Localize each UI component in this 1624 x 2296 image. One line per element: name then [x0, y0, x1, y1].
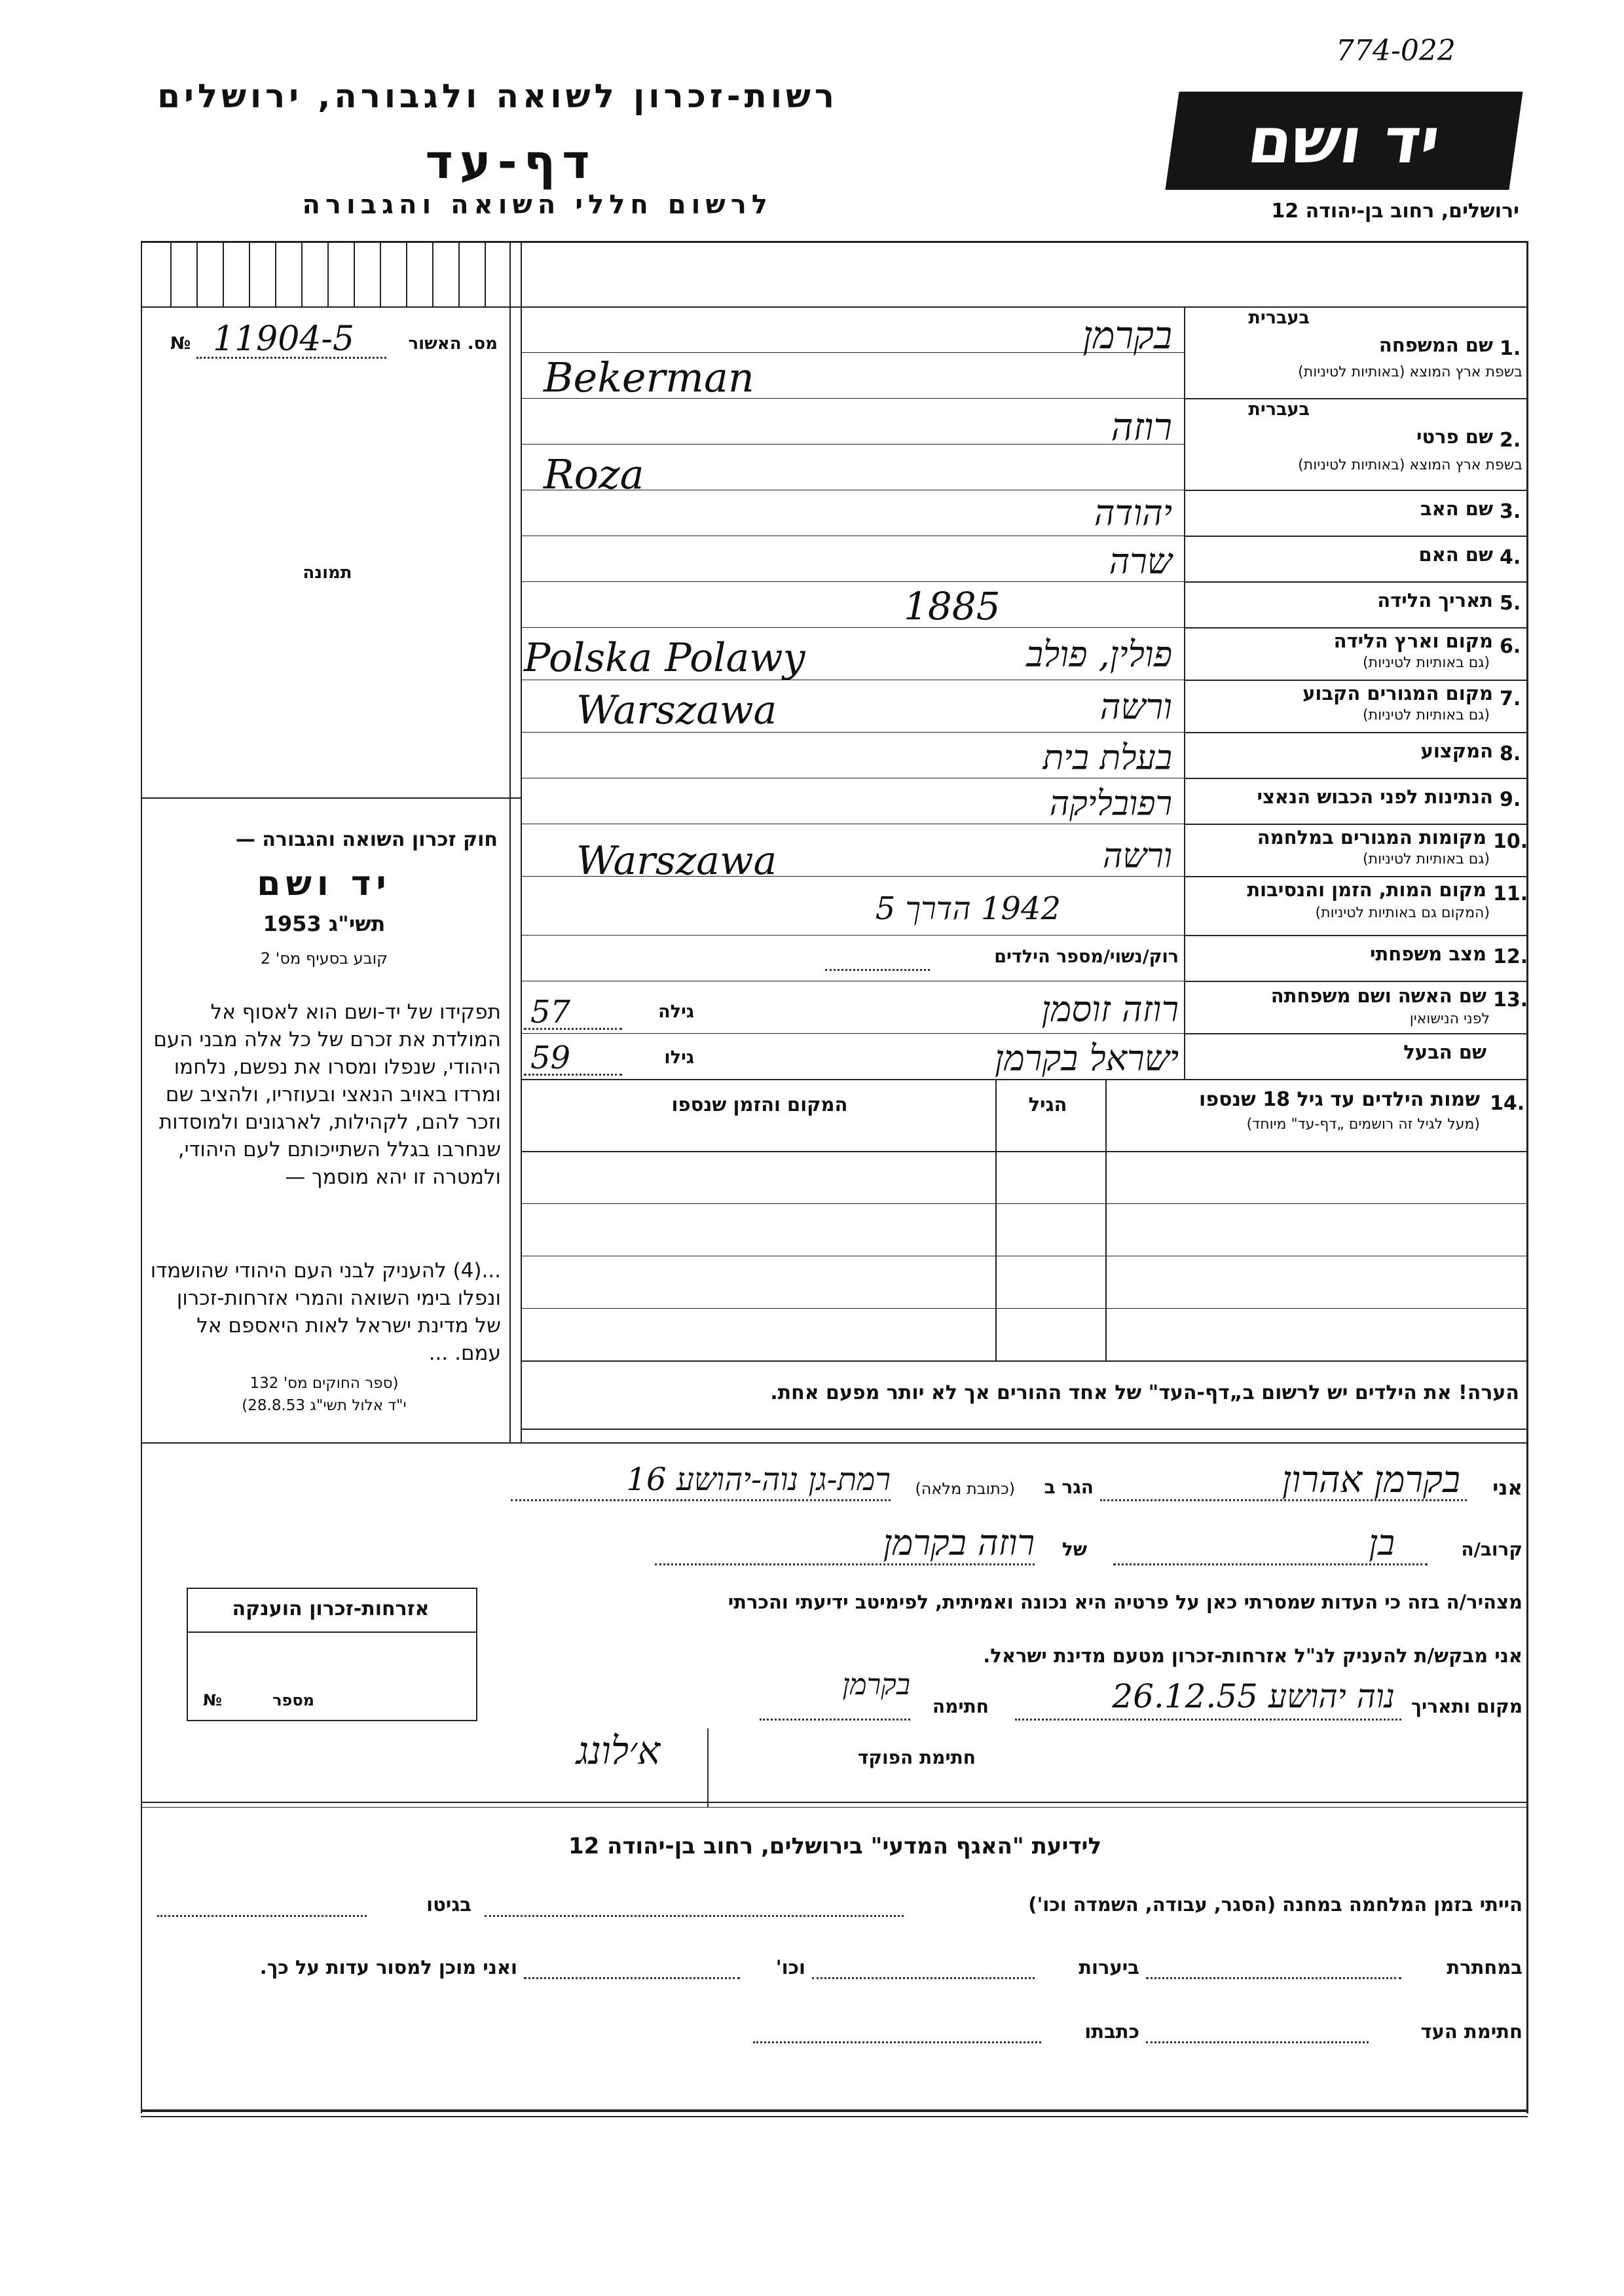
law-text-2: ...(4) להעניק לבני העם היהודי שהושמדו ונפלו בימי השואה והמרי אזרחות-זכרון של מדינת ישראל לאות היאספם אל עמם. ...: [150, 1259, 501, 1365]
footer-line2b: ביערות: [1079, 1956, 1139, 1978]
children-title: שמות הילדים עד גיל 18 שנספו: [1199, 1088, 1480, 1111]
decl-request: אני מבקש/ת להעניק לנ"ל אזרחות-זכרון מטעם מדינת ישראל.: [983, 1645, 1522, 1667]
field-num: 3.: [1500, 500, 1521, 523]
field-num: 5.: [1500, 592, 1521, 615]
residence-latin: Warszawa: [576, 687, 777, 733]
field-sub: לפני הנישואין: [1409, 1011, 1490, 1027]
children-place-header: המקום והזמן שנספו: [671, 1093, 848, 1116]
husband-name: ישראל בקרמן: [995, 1038, 1179, 1079]
citizenship-num-label: מספר: [272, 1691, 314, 1709]
field-label: שם פרטי: [1416, 426, 1493, 448]
decl-statement: מצהיר/ה בזה כי העדות שמסרתי כאן על פרטיה היא נכונה ואמיתית, לפימיטב ידיעתי והכרתי: [728, 1591, 1522, 1613]
surname-latin: Bekerman: [544, 354, 754, 401]
decl-of-name: רוזה בקרמן: [883, 1522, 1035, 1563]
birth-place-hebrew: פולין, פולב: [1025, 634, 1172, 675]
decl-sig-label: חתימה: [932, 1696, 989, 1717]
field-label: מקום וארץ הלידה: [1333, 630, 1493, 652]
law-ref-2: י"ד אלול תשי"ג 28.8.53): [242, 1397, 407, 1414]
field-sub: בשפת ארץ המוצא (באותיות לטיניות): [1298, 457, 1522, 473]
field-label: מקום המגורים הקבוע: [1302, 682, 1493, 704]
citizenship-title: אזרחות-זכרון הוענקה: [232, 1597, 430, 1620]
footer-line2c: וכו': [775, 1956, 805, 1978]
wife-name: רוזה זוסמן: [1041, 989, 1179, 1030]
field-num: 12.: [1493, 945, 1528, 968]
law-text: תפקידו של יד-ושם הוא לאסוף אל המולדת את זכרם של כל אלה מבני העם היהודי, שנפלו ומסרו את נפשם, נלחמו ומרדו באויב הנאצי ובעוזריו, ולהציב שם וזכר להם, לקהילות, לארגונים ולמוסדות שנחרבו בגלל השתייכותם לעם היהודי, ולמטרה זו יהא מוסמך —: [153, 1000, 501, 1189]
approval-number: 11904-5: [213, 319, 355, 359]
field-label: תאריך הלידה: [1377, 589, 1493, 611]
children-age-header: הגיל: [1028, 1093, 1067, 1116]
field-num: 2.: [1500, 429, 1521, 452]
field-sub: (גם באותיות לטיניות): [1363, 851, 1490, 867]
decl-relation: בן: [1369, 1522, 1395, 1563]
occupation: בעלת בית: [1043, 738, 1172, 778]
officer-sig-label: חתימת הפוקד: [857, 1747, 976, 1768]
field-label: שם הבעל: [1403, 1041, 1486, 1063]
decl-address-label: (כתובת מלאה): [915, 1480, 1015, 1498]
wartime-residence-hebrew: ורשה: [1102, 837, 1172, 876]
wife-age: 57: [530, 994, 571, 1030]
reference-number: 774-022: [1336, 34, 1456, 67]
residence-hebrew: ורשה: [1099, 686, 1172, 727]
death-place-time: 1942 הדרך 5: [875, 890, 1061, 927]
field-label: מקום המות, הזמן והנסיבות: [1247, 879, 1486, 901]
field-tag: בעברית: [1248, 308, 1310, 328]
children-subtitle: (מעל לגיל זה רושמים „דף-עד" מיוחד): [1246, 1116, 1480, 1133]
field-sub: (גם באותיות לטיניות): [1363, 655, 1490, 671]
husband-age: 59: [530, 1040, 571, 1076]
logo-text: יד ושם: [1244, 104, 1445, 177]
field-label: מצב משפחתי: [1369, 943, 1486, 965]
law-clause: קובע בסעיף מס' 2: [260, 949, 388, 968]
firstname-latin: Roza: [544, 450, 644, 498]
law-name: יד ושם: [257, 864, 392, 903]
birth-place-latin: Polska Polawy: [524, 635, 805, 681]
address: ירושלים, רחוב בן-יהודה 12: [1271, 200, 1519, 223]
field-sub: (גם באותיות לטיניות): [1363, 707, 1490, 723]
field-label: שם המשפחה: [1378, 334, 1493, 356]
declarant-name: בקרמן אהרון: [1282, 1459, 1460, 1501]
decl-place-label: מקום ותאריך: [1411, 1696, 1522, 1717]
decl-relative-label: קרוב/ה: [1461, 1539, 1522, 1560]
mother-name: שרה: [1109, 541, 1172, 582]
field-sub: בשפת ארץ המוצא (באותיות לטיניות): [1298, 364, 1522, 380]
husband-age-label: גילו: [664, 1048, 694, 1068]
form-title: דף-עד: [425, 134, 597, 189]
decl-place-value: נוה יהושע 26.12.55: [1112, 1677, 1395, 1715]
field-label: שם האם: [1418, 543, 1493, 566]
officer-signature: א׳לונג: [576, 1728, 661, 1773]
decl-signature: בקרמן: [842, 1668, 910, 1702]
field-label: המקצוע: [1420, 740, 1493, 762]
firstname-hebrew: רוזה: [1111, 405, 1172, 449]
field-tag: בעברית: [1248, 399, 1310, 420]
law-ref-1: (ספר החוקים מס' 132: [249, 1375, 399, 1392]
approval-label: מס. האשור: [408, 334, 498, 354]
form-subtitle: לרשום חללי השואה והגבורה: [302, 190, 773, 220]
field-sub: (המקום גם באותיות לטיניות): [1315, 905, 1490, 921]
field-label: שם האשה ושם משפחתה: [1270, 985, 1486, 1007]
field-num: 7.: [1500, 687, 1521, 710]
law-title: חוק זכרון השואה והגבורה —: [235, 828, 498, 851]
footer-title: לידיעת "האגף המדעי" בירושלים, רחוב בן-יהודה 12: [568, 1833, 1102, 1859]
approval-no-sign: №: [170, 334, 191, 354]
field-num: 1.: [1500, 337, 1521, 360]
field-label: שם האב: [1420, 498, 1493, 520]
field-num: 9.: [1500, 788, 1521, 811]
field-num: 4.: [1500, 546, 1521, 569]
field-num: 11.: [1493, 883, 1528, 905]
field-label: מקומות המגורים במלחמה: [1257, 826, 1486, 848]
citizenship-no-sign: №: [203, 1691, 222, 1709]
marital-status-options: רוק/נשוי/מספר הילדים: [994, 947, 1179, 967]
field-num: 8.: [1500, 742, 1521, 765]
decl-resides: הגר ב: [1044, 1476, 1094, 1498]
field-num: 6.: [1500, 635, 1521, 658]
footer-line1a: הייתי בזמן המלחמה במחנה (הסגר, עבודה, השמדה וכו'): [1028, 1893, 1522, 1916]
wartime-residence-latin: Warszawa: [576, 838, 777, 884]
decl-of-label: של: [1061, 1539, 1087, 1560]
footer-line1b: בגיטו: [426, 1893, 471, 1916]
photo-label: תמונה: [303, 563, 352, 583]
note: הערה! את הילדים יש לרשום ב„דף-העד" של אחד ההורים אך לא יותר מפעם אחת.: [770, 1381, 1519, 1404]
footer-line2d: ואני מוכן למסור עדות על כך.: [259, 1956, 517, 1978]
wife-age-label: גילה: [658, 1002, 694, 1022]
children-num: 14.: [1490, 1092, 1525, 1115]
field-num: 10.: [1493, 830, 1528, 853]
field-num: 13.: [1493, 989, 1528, 1011]
footer-line3b: כתבתו: [1084, 2020, 1139, 2043]
authority-name: רשות-זכרון לשואה ולגבורה, ירושלים: [157, 77, 838, 115]
birth-date: 1885: [904, 584, 1001, 629]
footer-line3a: חתימת העד: [1420, 2020, 1522, 2043]
footer-line2a: במחתרת: [1447, 1956, 1522, 1978]
field-label: הנתינות לפני הכבוש הנאצי: [1257, 786, 1493, 808]
decl-ani: אני: [1492, 1476, 1522, 1500]
law-year: תשי"ג 1953: [263, 911, 386, 936]
declarant-address: רמת-גן נוה-יהושע 16: [626, 1461, 891, 1498]
father-name: יהודה: [1094, 492, 1172, 534]
nationality: רפובליקה: [1049, 784, 1172, 824]
surname-hebrew: בקרמן: [1082, 313, 1172, 357]
